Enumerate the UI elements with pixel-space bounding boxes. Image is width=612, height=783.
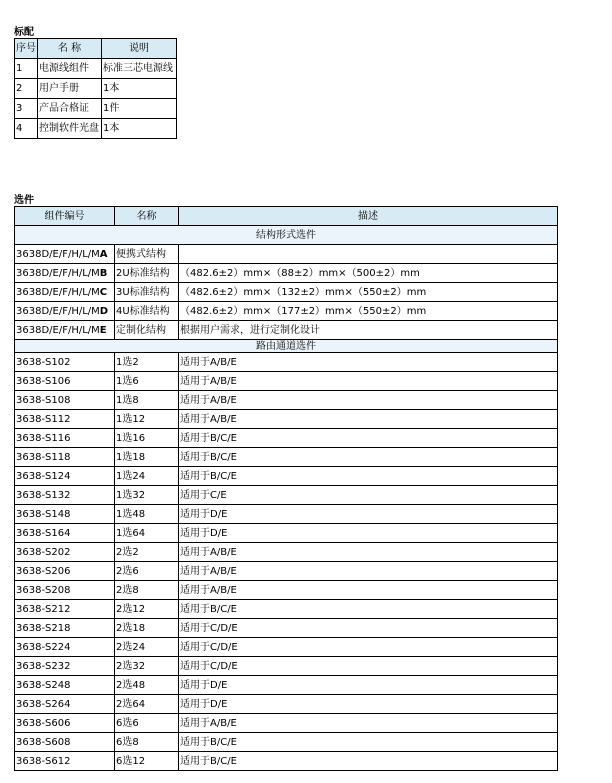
- component-code-cell: 3638-S124: [15, 467, 115, 486]
- group-label-structure: 结构形式选件: [15, 226, 558, 245]
- component-code-cell: 3638-S612: [15, 752, 115, 771]
- table-row: [15, 410, 558, 429]
- index-cell: 2: [15, 79, 38, 99]
- component-code-cell: 3638-S206: [15, 562, 115, 581]
- index-cell: 1: [15, 59, 38, 79]
- component-code-cell: 3638-S608: [15, 733, 115, 752]
- name-cell: 定制化结构: [115, 321, 179, 340]
- index-cell: 4: [15, 119, 38, 139]
- description-cell: 适用于A/B/E: [179, 410, 558, 429]
- table-row: [15, 543, 558, 562]
- component-code-cell: 3638-S112: [15, 410, 115, 429]
- column-header-name: 名称: [115, 207, 179, 226]
- name-cell: 1选48: [115, 505, 179, 524]
- component-code-cell: 3638D/E/F/H/L/MD: [15, 302, 115, 321]
- name-cell: 1选18: [115, 448, 179, 467]
- name-cell: 1选12: [115, 410, 179, 429]
- description-cell: 适用于D/E: [179, 676, 558, 695]
- component-code-cell: 3638-S108: [15, 391, 115, 410]
- component-code-cell: 3638-S164: [15, 524, 115, 543]
- description-cell: 适用于C/E: [179, 486, 558, 505]
- name-cell: 电源线组件: [38, 59, 102, 79]
- description-cell: 适用于D/E: [179, 524, 558, 543]
- table-row: [15, 99, 177, 119]
- description-cell: 适用于B/C/E: [179, 467, 558, 486]
- component-code-cell: 3638-S264: [15, 695, 115, 714]
- name-cell: 1选32: [115, 486, 179, 505]
- name-cell: 1选64: [115, 524, 179, 543]
- standard-section-title: 标配: [14, 27, 34, 38]
- table-row: [15, 467, 558, 486]
- name-cell: 6选12: [115, 752, 179, 771]
- component-code-cell: 3638-S202: [15, 543, 115, 562]
- description-cell: 适用于A/B/E: [179, 562, 558, 581]
- table-row: [15, 283, 558, 302]
- name-cell: 控制软件光盘: [38, 119, 102, 139]
- table-row: [15, 486, 558, 505]
- component-code-cell: 3638-S248: [15, 676, 115, 695]
- name-cell: 6选6: [115, 714, 179, 733]
- component-code-cell: 3638-S232: [15, 657, 115, 676]
- description-cell: 1件: [102, 99, 177, 119]
- description-cell: （482.6±2）mm×（88±2）mm×（500±2）mm: [179, 264, 558, 283]
- description-cell: 适用于D/E: [179, 505, 558, 524]
- table-row: [15, 581, 558, 600]
- component-code-cell: 3638-S212: [15, 600, 115, 619]
- description-cell: 适用于A/B/E: [179, 543, 558, 562]
- description-cell: 适用于A/B/E: [179, 353, 558, 372]
- column-header-description: 描述: [179, 207, 558, 226]
- description-cell: 1本: [102, 119, 177, 139]
- name-cell: 1选8: [115, 391, 179, 410]
- column-header-index: 序号: [15, 39, 38, 59]
- description-cell: 适用于B/C/E: [179, 733, 558, 752]
- name-cell: 1选6: [115, 372, 179, 391]
- table-header-row: [15, 39, 177, 59]
- column-header-name: 名 称: [38, 39, 102, 59]
- name-cell: 用户手册: [38, 79, 102, 99]
- component-code-cell: 3638D/E/F/H/L/MC: [15, 283, 115, 302]
- table-row: [15, 245, 558, 264]
- description-cell: 根据用户需求，进行定制化设计: [179, 321, 558, 340]
- description-cell: 适用于B/C/E: [179, 752, 558, 771]
- name-cell: 2选12: [115, 600, 179, 619]
- name-cell: 2U标准结构: [115, 264, 179, 283]
- component-code-cell: 3638D/E/F/H/L/ME: [15, 321, 115, 340]
- component-code-cell: 3638-S218: [15, 619, 115, 638]
- table-row: [15, 676, 558, 695]
- description-cell: 适用于A/B/E: [179, 372, 558, 391]
- name-cell: 1选16: [115, 429, 179, 448]
- table-row: [15, 600, 558, 619]
- component-code-cell: 3638-S102: [15, 353, 115, 372]
- column-header-description: 说明: [102, 39, 177, 59]
- description-cell: 标准三芯电源线: [102, 59, 177, 79]
- component-code-cell: 3638-S224: [15, 638, 115, 657]
- description-cell: 适用于A/B/E: [179, 714, 558, 733]
- component-code-cell: 3638-S118: [15, 448, 115, 467]
- table-row: [15, 264, 558, 283]
- table-row: [15, 59, 177, 79]
- description-cell: 适用于C/D/E: [179, 619, 558, 638]
- name-cell: 2选2: [115, 543, 179, 562]
- component-code-cell: 3638D/E/F/H/L/MA: [15, 245, 115, 264]
- name-cell: 2选32: [115, 657, 179, 676]
- description-cell: 适用于C/D/E: [179, 638, 558, 657]
- component-code-cell: 3638-S208: [15, 581, 115, 600]
- name-cell: 2选48: [115, 676, 179, 695]
- description-cell: （482.6±2）mm×（177±2）mm×（550±2）mm: [179, 302, 558, 321]
- component-code-cell: 3638-S106: [15, 372, 115, 391]
- description-cell: 1本: [102, 79, 177, 99]
- component-code-cell: 3638-S116: [15, 429, 115, 448]
- description-cell: 适用于B/C/E: [179, 429, 558, 448]
- table-row: [15, 391, 558, 410]
- table-row: [15, 562, 558, 581]
- column-header-component-code: 组件编号: [15, 207, 115, 226]
- standard-items-table: [14, 38, 177, 139]
- group-row-structure: [15, 226, 558, 245]
- name-cell: 6选8: [115, 733, 179, 752]
- name-cell: 便携式结构: [115, 245, 179, 264]
- table-row: [15, 79, 177, 99]
- name-cell: 3U标准结构: [115, 283, 179, 302]
- component-code-cell: 3638-S606: [15, 714, 115, 733]
- options-table: [14, 206, 558, 771]
- table-header-row: [15, 207, 558, 226]
- name-cell: 2选6: [115, 562, 179, 581]
- component-code-cell: 3638-S132: [15, 486, 115, 505]
- name-cell: 1选24: [115, 467, 179, 486]
- table-row: [15, 429, 558, 448]
- table-row: [15, 321, 558, 340]
- description-cell: 适用于C/D/E: [179, 657, 558, 676]
- description-cell: 适用于A/B/E: [179, 581, 558, 600]
- group-label-routing: 路由通道选件: [15, 340, 558, 353]
- table-row: [15, 752, 558, 771]
- name-cell: 2选24: [115, 638, 179, 657]
- description-cell: （482.6±2）mm×（132±2）mm×（550±2）mm: [179, 283, 558, 302]
- table-row: [15, 657, 558, 676]
- table-row: [15, 695, 558, 714]
- name-cell: 2选18: [115, 619, 179, 638]
- table-row: [15, 302, 558, 321]
- description-cell: [179, 245, 558, 264]
- description-cell: 适用于B/C/E: [179, 600, 558, 619]
- table-row: [15, 372, 558, 391]
- group-row-routing: [15, 340, 558, 353]
- name-cell: 2选64: [115, 695, 179, 714]
- description-cell: 适用于D/E: [179, 695, 558, 714]
- table-row: [15, 733, 558, 752]
- table-row: [15, 524, 558, 543]
- name-cell: 2选8: [115, 581, 179, 600]
- table-row: [15, 119, 177, 139]
- description-cell: 适用于A/B/E: [179, 391, 558, 410]
- table-row: [15, 638, 558, 657]
- name-cell: 产品合格证: [38, 99, 102, 119]
- name-cell: 4U标准结构: [115, 302, 179, 321]
- index-cell: 3: [15, 99, 38, 119]
- table-row: [15, 714, 558, 733]
- description-cell: 适用于B/C/E: [179, 448, 558, 467]
- name-cell: 1选2: [115, 353, 179, 372]
- table-row: [15, 619, 558, 638]
- component-code-cell: 3638D/E/F/H/L/MB: [15, 264, 115, 283]
- table-row: [15, 353, 558, 372]
- component-code-cell: 3638-S148: [15, 505, 115, 524]
- table-row: [15, 505, 558, 524]
- table-row: [15, 448, 558, 467]
- options-section-title: 选件: [14, 195, 34, 206]
